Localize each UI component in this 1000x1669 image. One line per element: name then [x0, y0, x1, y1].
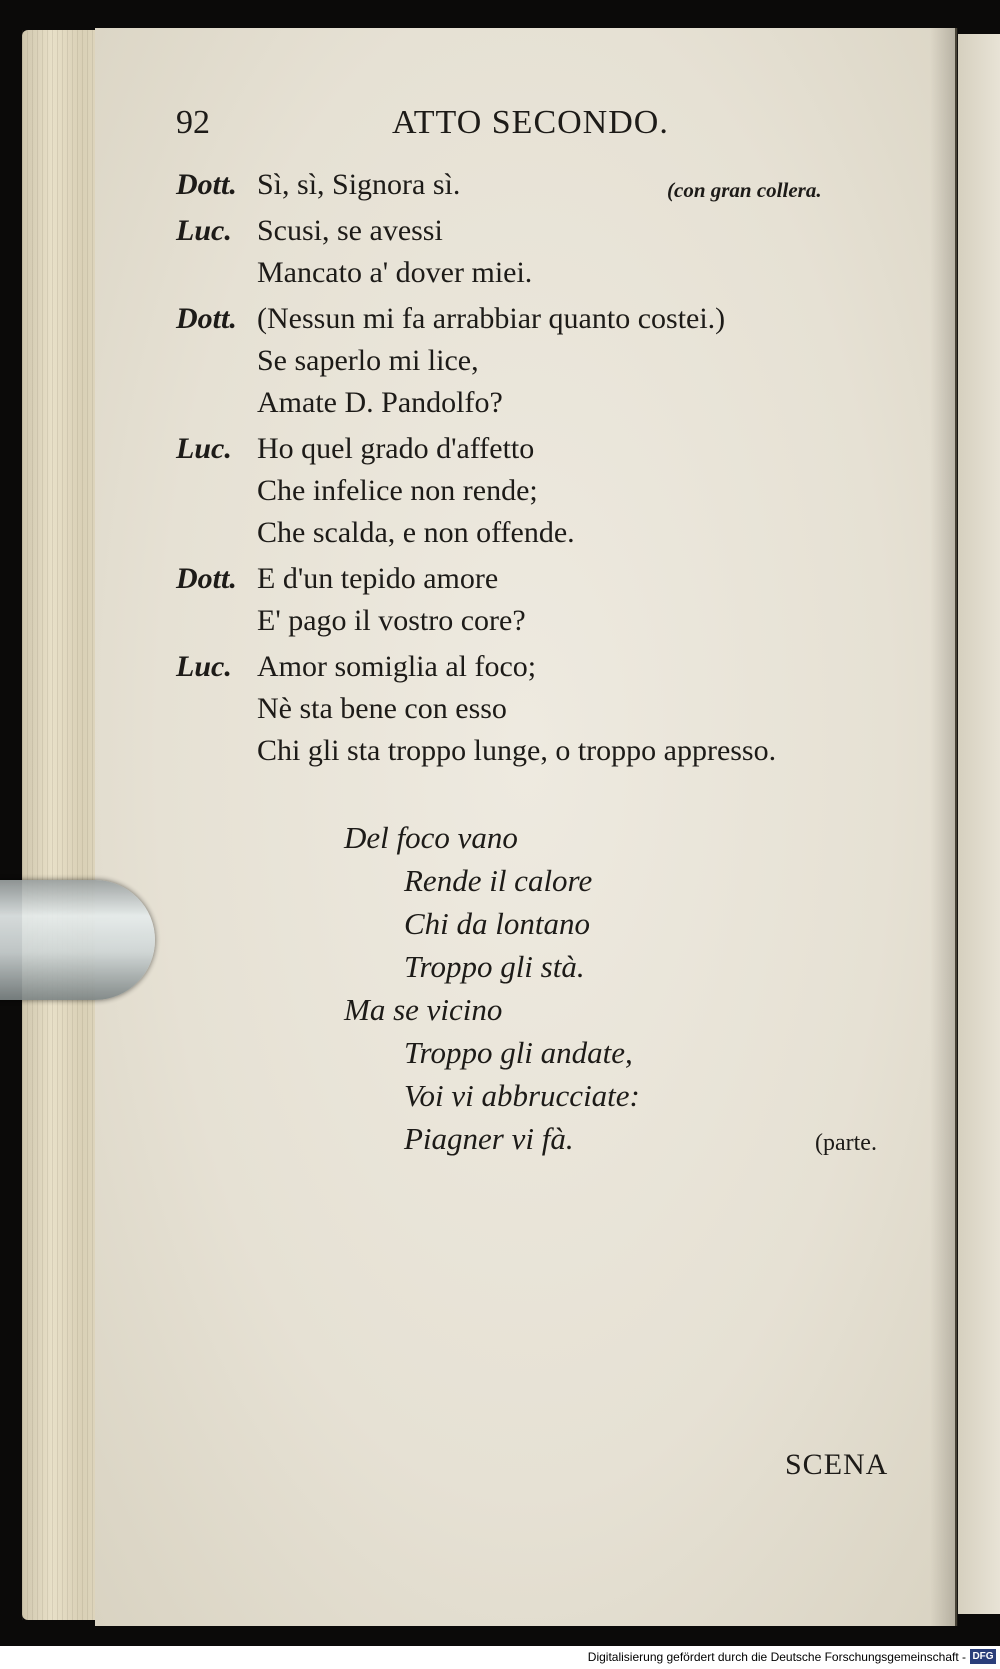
speaker-label: Luc. [176, 650, 232, 683]
dialogue-line: E' pago il vostro core? [257, 604, 526, 637]
aria-line: Voi vi abbrucciate: [404, 1078, 640, 1113]
aria-line: Troppo gli stà. [404, 949, 585, 984]
dialogue-line: E d'un tepido amore [257, 562, 499, 595]
page-number: 92 [176, 104, 210, 141]
dialogue-line: Sì, sì, Signora sì. [257, 168, 461, 201]
dialogue-line: Ho quel grado d'affetto [257, 432, 535, 465]
footer-credit: Digitalisierung gefördert durch die Deutsche Forschungsgemeinschaft - [587, 1650, 966, 1664]
speaker-label: Dott. [176, 302, 237, 335]
aria-line: Troppo gli andate, [404, 1035, 633, 1070]
dialogue-line: Che infelice non rende; [257, 474, 538, 507]
dialogue-line: Mancato a' dover miei. [257, 256, 533, 289]
stage-direction: (con gran collera. [667, 178, 822, 202]
speaker-label: Dott. [176, 168, 237, 201]
facing-page-strip [958, 34, 1000, 1614]
dialogue-line: Nè sta bene con esso [257, 692, 507, 725]
aria-line: Piagner vi fà. [404, 1121, 574, 1156]
speaker-label: Luc. [176, 214, 232, 247]
dialogue-line: Amor somiglia al foco; [257, 650, 537, 683]
aria-line: Ma se vicino [344, 992, 503, 1027]
aria-stage-direction: (parte. [815, 1130, 877, 1156]
dialogue-line: Se saperlo mi lice, [257, 344, 479, 377]
dialogue-line: Amate D. Pandolfo? [257, 386, 503, 419]
gutter-shadow [930, 28, 958, 1626]
speaker-label: Luc. [176, 432, 232, 465]
aria-line: Rende il calore [404, 863, 593, 898]
dialogue-line: (Nessun mi fa arrabbiar quanto costei.) [257, 302, 726, 335]
dialogue-line: Che scalda, e non offende. [257, 516, 575, 549]
aria-line: Chi da lontano [404, 906, 591, 941]
dialogue-line: Scusi, se avessi [257, 214, 443, 247]
running-head: ATTO SECONDO. [392, 104, 669, 141]
glass-page-clip [0, 880, 155, 1000]
aria-line: Del foco vano [344, 820, 518, 855]
dialogue-line: Chi gli sta troppo lunge, o troppo appresso. [257, 734, 777, 767]
catchword: SCENA [785, 1448, 889, 1481]
dfg-logo: DFG [970, 1649, 996, 1664]
speaker-label: Dott. [176, 562, 237, 595]
